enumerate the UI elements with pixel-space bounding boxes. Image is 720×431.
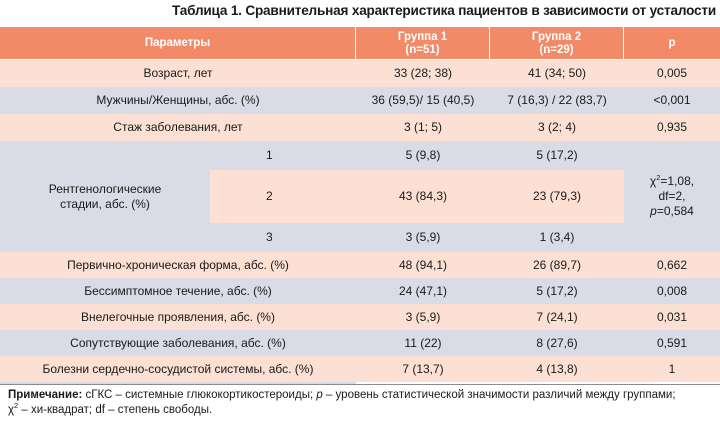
comparison-table (0, 27, 720, 384)
table-row-p: 0,005 (624, 60, 720, 87)
table-row-group1: 48 (94,1) (356, 252, 490, 278)
header-group1-n: (n=51) (405, 43, 440, 56)
table-row-group2: 4 (13,8) (490, 356, 624, 382)
stage-group2: 1 (3,4) (490, 223, 624, 252)
table-row-param: Стаж заболевания, лет (0, 114, 356, 141)
table-row-param: Первично-хроническая форма, абс. (%) (0, 252, 356, 278)
table-row-p: <0,001 (624, 87, 720, 114)
stage-number: 2 (210, 170, 356, 223)
table-note: Примечание: сГКС – системные глюкокортикостероиды; p – уровень статистической значимости различий между группами; $\chi^2$ – хи-квадрат; df – степень свободы. (8, 389, 676, 416)
header-group2 (490, 27, 623, 60)
stage-label-line2: стадии, абс. (%) (60, 196, 150, 211)
col-divider (623, 27, 624, 60)
table-row-p: 0,008 (624, 278, 720, 304)
header-group1 (356, 27, 489, 60)
table-row-p: 0,031 (624, 304, 720, 330)
note-label: Примечание: (8, 389, 83, 401)
table-row-group1: 3 (5,9) (356, 304, 490, 330)
header-group2-title: Группа 2 (531, 30, 582, 43)
table-row-group2: 7 (16,3) / 22 (83,7) (490, 87, 624, 114)
table-row-group1: 3 (1; 5) (356, 114, 490, 141)
table-row-param: Мужчины/Женщины, абс. (%) (0, 87, 356, 114)
table-row-param: Болезни сердечно-сосудистой системы, абс. (%) (0, 356, 356, 382)
row-divider (0, 59, 720, 60)
stage-group1: 5 (9,8) (356, 141, 490, 170)
table-row-group1: 36 (59,5)/ 15 (40,5) (356, 87, 490, 114)
table-row-group2: 41 (34; 50) (490, 60, 624, 87)
stage-label-line1: Рентгенологические (48, 181, 162, 196)
header-group2-n: (n=29) (539, 43, 574, 56)
table-row-group1: 11 (22) (356, 330, 490, 356)
table-row-p: 0,935 (624, 114, 720, 141)
stage-number: 1 (210, 141, 356, 170)
stage-number: 3 (210, 223, 356, 252)
header-params: Параметры (0, 27, 355, 60)
stage-group1: 3 (5,9) (356, 223, 490, 252)
table-row-group1: 7 (13,7) (356, 356, 490, 382)
stage-group2: 5 (17,2) (490, 141, 624, 170)
table-caption: Таблица 1. Сравнительная характеристика пациентов в зависимости от усталости (171, 3, 716, 18)
col-divider (355, 27, 356, 60)
table-bottom-rule (0, 384, 720, 385)
table-row-group2: 3 (2; 4) (490, 114, 624, 141)
table-row-p: 0,591 (624, 330, 720, 356)
table-row-param: Бессимптомное течение, абс. (%) (0, 278, 356, 304)
table-row-param: Внелегочные проявления, абс. (%) (0, 304, 356, 330)
degrees-of-freedom: df=2, (658, 189, 686, 203)
stage-group1: 43 (84,3) (356, 170, 490, 223)
table-row-group2: 5 (17,2) (490, 278, 624, 304)
table-row-param: Возраст, лет (0, 60, 356, 87)
table-row-p: 1 (624, 356, 720, 382)
header-p: p (624, 27, 720, 60)
header-group1-title: Группа 1 (397, 30, 448, 43)
table-row-group2: 7 (24,1) (490, 304, 624, 330)
table-row-group2: 8 (27,6) (490, 330, 624, 356)
table-row-group2: 26 (89,7) (490, 252, 624, 278)
stage-group2: 23 (79,3) (490, 170, 624, 223)
col-divider (489, 27, 490, 60)
stage-statistics (624, 141, 720, 252)
table-row-p: 0,662 (624, 252, 720, 278)
stage-p-value: p=0,584 (650, 204, 694, 218)
chi-square-value: $\chi^2=1,08$, (649, 173, 695, 188)
table-row-group1: 24 (47,1) (356, 278, 490, 304)
table-row-param: Сопутствующие заболевания, абс. (%) (0, 330, 356, 356)
stage-label (0, 141, 210, 252)
table-row-group1: 33 (28; 38) (356, 60, 490, 87)
